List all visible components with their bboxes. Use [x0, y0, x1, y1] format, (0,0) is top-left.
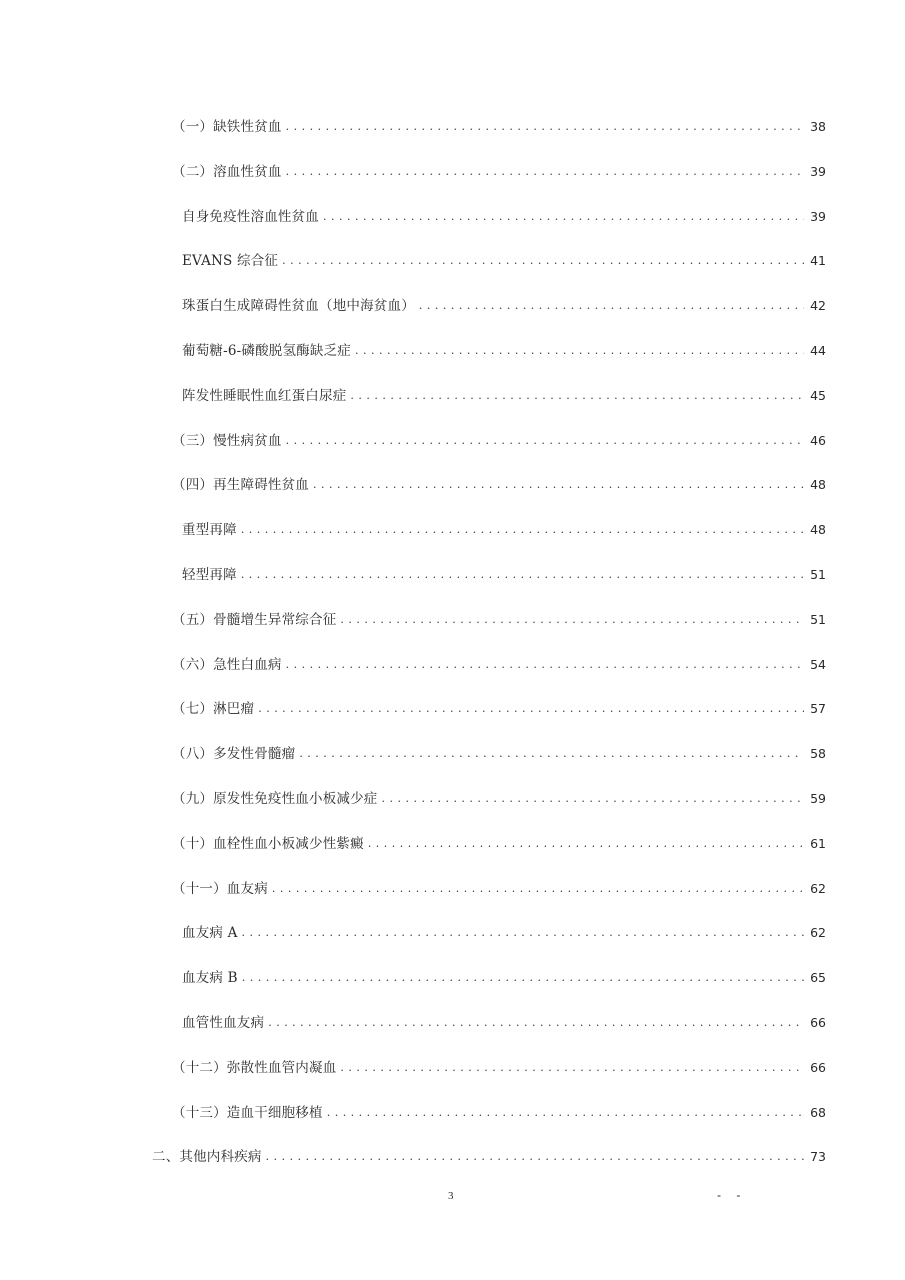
toc-dot-leader: [355, 341, 804, 361]
toc-entry-title: （六）急性白血病: [172, 657, 282, 673]
toc-entry[interactable]: [182, 296, 826, 316]
toc-entry-page-number: 51: [810, 612, 826, 627]
toc-entry-title: EVANS 综合征: [182, 253, 279, 269]
toc-entry[interactable]: [172, 610, 826, 630]
toc-dot-leader: [327, 1103, 804, 1123]
toc-entry-page-number: 59: [810, 791, 826, 806]
toc-entry-page-number: 54: [810, 657, 826, 672]
toc-entry[interactable]: [172, 475, 826, 495]
toc-dot-leader: [368, 834, 804, 854]
toc-entry-title: （九）原发性免疫性血小板减少症: [172, 791, 378, 807]
toc-entry-title: （五）骨髓增生异常综合征: [172, 612, 337, 628]
toc-entry[interactable]: [182, 968, 826, 988]
toc-entry-title: 重型再障: [182, 522, 237, 538]
toc-entry[interactable]: [172, 834, 826, 854]
toc-entry-title: （三）慢性病贫血: [172, 433, 282, 449]
toc-entry-page-number: 38: [810, 119, 826, 134]
toc-entry-title: （七）淋巴瘤: [172, 701, 255, 717]
toc-dot-leader: [299, 744, 804, 764]
toc-dot-leader: [242, 968, 804, 988]
toc-entry-page-number: 66: [810, 1060, 826, 1075]
toc-entry-page-number: 48: [810, 477, 826, 492]
toc-entry-page-number: 61: [810, 836, 826, 851]
toc-entry-page-number: 42: [810, 298, 826, 313]
toc-entry[interactable]: [172, 879, 826, 899]
toc-entry[interactable]: [172, 1103, 826, 1123]
toc-dot-leader: [241, 565, 804, 585]
toc-dot-leader: [382, 789, 805, 809]
toc-dot-leader: [258, 699, 804, 719]
toc-dot-leader: [268, 1013, 804, 1033]
toc-dot-leader: [340, 610, 804, 630]
toc-entry-title: （八）多发性骨髓瘤: [172, 746, 296, 762]
toc-entry[interactable]: [182, 386, 826, 406]
toc-entry-page-number: 41: [810, 253, 826, 268]
toc-entry[interactable]: [172, 655, 826, 675]
toc-dot-leader: [272, 879, 804, 899]
toc-entry[interactable]: [182, 565, 826, 585]
toc-dot-leader: [286, 655, 804, 675]
toc-entry-title: 血管性血友病: [182, 1015, 265, 1031]
toc-dot-leader: [419, 296, 804, 316]
toc-entry-title: （十三）造血干细胞移植: [172, 1105, 323, 1121]
toc-entry-title: 二、其他内科疾病: [152, 1149, 262, 1165]
toc-entry[interactable]: [172, 744, 826, 764]
toc-dot-leader: [313, 475, 804, 495]
toc-entry[interactable]: [182, 923, 826, 943]
toc-entry-title: 珠蛋白生成障碍性贫血（地中海贫血）: [182, 298, 415, 314]
toc-entry[interactable]: [182, 207, 826, 227]
toc-entry[interactable]: [182, 1013, 826, 1033]
toc-entry-page-number: 39: [810, 164, 826, 179]
toc-entry-title: 血友病 B: [182, 970, 238, 986]
toc-entry[interactable]: [172, 1058, 826, 1078]
toc-entry-page-number: 44: [810, 343, 826, 358]
toc-dot-leader: [286, 431, 804, 451]
toc-entry-page-number: 51: [810, 567, 826, 582]
toc-entry[interactable]: [172, 789, 826, 809]
toc-entry[interactable]: [182, 251, 826, 271]
toc-entry-page-number: 45: [810, 388, 826, 403]
toc-dot-leader: [282, 251, 804, 271]
toc-entry[interactable]: [182, 520, 826, 540]
toc-dot-leader: [286, 117, 804, 137]
toc-dot-leader: [286, 162, 804, 182]
toc-entry-title: （十二）弥散性血管内凝血: [172, 1060, 337, 1076]
toc-entry-page-number: 39: [810, 209, 826, 224]
toc-entry-page-number: 68: [810, 1105, 826, 1120]
toc-entry-title: （二）溶血性贫血: [172, 164, 282, 180]
toc-entry-title: （十一）血友病: [172, 881, 268, 897]
toc-entry[interactable]: [182, 341, 826, 361]
toc-entry-title: （四）再生障碍性贫血: [172, 477, 309, 493]
toc-entry-page-number: 62: [810, 881, 826, 896]
toc-entry[interactable]: [172, 117, 826, 137]
toc-dot-leader: [350, 386, 804, 406]
toc-entry[interactable]: [172, 431, 826, 451]
toc-entry-title: 葡萄糖-6-磷酸脱氢酶缺乏症: [182, 343, 352, 359]
toc-entry[interactable]: [152, 1147, 826, 1167]
footer-page-number: 3: [448, 1190, 454, 1202]
toc-entry-page-number: 73: [810, 1149, 826, 1164]
toc-entry-page-number: 46: [810, 433, 826, 448]
footer-dashes: - -: [717, 1188, 747, 1202]
toc-dot-leader: [241, 520, 804, 540]
toc-entry-page-number: 65: [810, 970, 826, 985]
toc-entry-title: 血友病 A: [182, 925, 238, 941]
toc-entry-title: 轻型再障: [182, 567, 237, 583]
toc-entry-title: （十）血栓性血小板减少性紫癜: [172, 836, 364, 852]
toc-entry-title: 阵发性睡眠性血红蛋白尿症: [182, 388, 347, 404]
toc-entry-page-number: 62: [810, 925, 826, 940]
toc-dot-leader: [242, 923, 804, 943]
toc-dot-leader: [323, 207, 804, 227]
toc-entry[interactable]: [172, 699, 826, 719]
toc-entry-title: 自身免疫性溶血性贫血: [182, 209, 319, 225]
toc-entry-page-number: 57: [810, 701, 826, 716]
toc-dot-leader: [340, 1058, 804, 1078]
toc-dot-leader: [266, 1147, 804, 1167]
toc-entry-title: （一）缺铁性贫血: [172, 119, 282, 135]
toc-entry-page-number: 48: [810, 522, 826, 537]
toc-entry[interactable]: [172, 162, 826, 182]
toc-entry-page-number: 58: [810, 746, 826, 761]
toc-entry-page-number: 66: [810, 1015, 826, 1030]
